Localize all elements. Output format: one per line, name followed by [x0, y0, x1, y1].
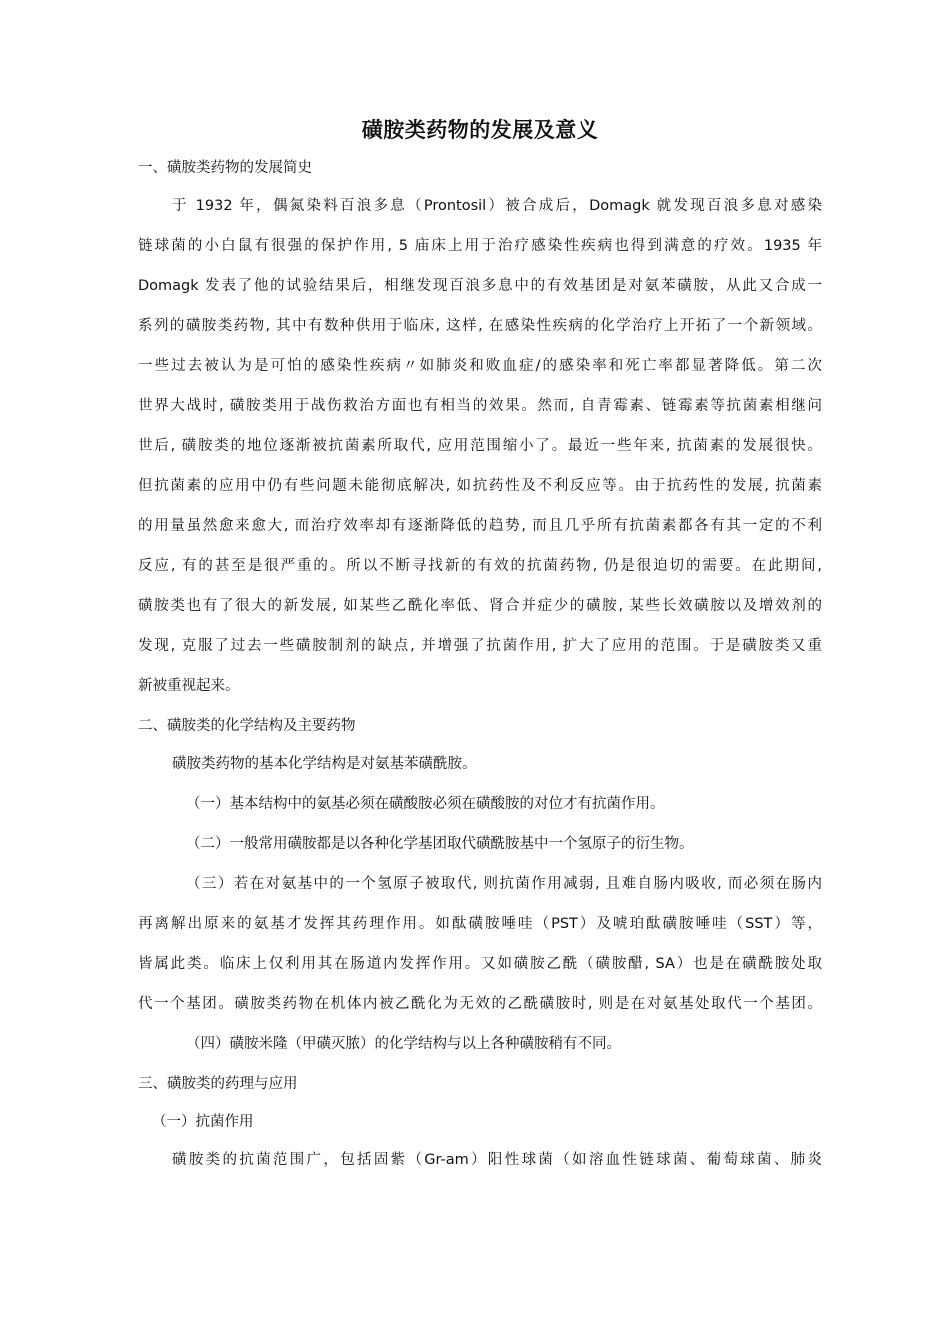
paragraph-line: 再离解出原来的氨基才发挥其药理作用。如酞磺胺唾哇（PST）及唬珀酞磺胺唾哇（SST）等， [138, 916, 822, 932]
section-heading: 二、磺胺类的化学结构及主要药物 [138, 718, 356, 734]
document-page [138, 112, 822, 1190]
paragraph-line: 系列的磺胺类药物, 其中有数种供用于临床, 这样, 在感染性疾病的化学治疗上开拓了一个新领域。 [138, 318, 822, 334]
paragraph-line: 发现, 克服了过去一些磺胺制剂的缺点, 并增强了抗菌作用, 扩大了应用的范围。于是磺胺类又重 [138, 638, 822, 654]
paragraph-line: 磺胺类的抗菌范围广，包括固紫（Gr-am）阳性球菌（如溶血性链球菌、葡萄球菌、肺炎 [172, 1152, 822, 1168]
document-title: 磺胺类药物的发展及意义 [361, 118, 599, 142]
list-item: （三）若在对氨基中的一个氢原子被取代, 则抗菌作用减弱, 且难自肠内吸收, 而必须在肠内 [186, 876, 822, 892]
paragraph-line: 磺胺类也有了很大的新发展, 如某些乙酰化率低、肾合并症少的磺胺, 某些长效磺胺以及增效剂的 [138, 598, 822, 614]
list-item: （二）一般常用磺胺都是以各种化学基团取代磺酰胺基中一个氢原子的衍生物。 [186, 836, 694, 852]
paragraph-line: 的用量虽然愈来愈大, 而治疗效率却有逐渐降低的趋势, 而且几乎所有抗菌素都各有其一定的不利 [138, 518, 822, 534]
paragraph-line: 但抗菌素的应用中仍有些问题未能彻底解决, 如抗药性及不利反应等。由于抗药性的发展, 抗菌素 [138, 478, 822, 494]
subsection-heading: （一）抗菌作用 [152, 1114, 254, 1130]
paragraph-line: 世界大战时, 磺胺类用于战伤救治方面也有相当的效果。然而, 自青霉素、链霉素等抗菌素相继问 [138, 398, 822, 414]
list-item: （一）基本结构中的氨基必须在磺酸胺必须在磺酸胺的对位才有抗菌作用。 [186, 796, 665, 812]
paragraph-line: 皆属此类。临床上仅利用其在肠道内发挥作用。又如磺胺乙酰（磺胺醋, SA）也是在磺酰胺处取 [138, 956, 822, 972]
paragraph-line: Domagk 发表了他的试验结果后，相继发现百浪多息中的有效基团是对氨苯磺胺，从此又合成一 [138, 278, 822, 294]
paragraph-line: 代一个基团。磺胺类药物在机体内被乙酰化为无效的乙酰磺胺时, 则是在对氨基处取代一个基团。 [138, 996, 822, 1012]
paragraph-line: 世后, 磺胺类的地位逐渐被抗菌素所取代, 应用范围缩小了。最近一些年来, 抗菌素的发展很快。 [138, 438, 822, 454]
section-heading: 三、磺胺类的药理与应用 [138, 1076, 298, 1092]
paragraph-line: 磺胺类药物的基本化学结构是对氨基苯磺酰胺。 [172, 756, 477, 772]
list-item: （四）磺胺米隆（甲磺灭脓）的化学结构与以上各种磺胺稍有不同。 [186, 1036, 621, 1052]
section-heading: 一、磺胺类药物的发展简史 [138, 160, 312, 176]
paragraph-line: 反应, 有的甚至是很严重的。所以不断寻找新的有效的抗菌药物, 仍是很迫切的需要。在此期间, [138, 558, 822, 574]
paragraph-line: 于 1932 年，偶氮染料百浪多息（Prontosil）被合成后，Domagk 就发现百浪多息对感染 [172, 198, 822, 214]
paragraph-line: 新被重视起来。 [138, 678, 240, 694]
paragraph-line: 链球菌的小白鼠有很强的保护作用, 5 庙床上用于治疗感染性疾病也得到满意的疗效。1935 年 [138, 238, 822, 254]
paragraph-line: 一些过去被认为是可怕的感染性疾病〃如肺炎和败血症/的感染率和死亡率都显著降低。第二次 [138, 358, 822, 374]
